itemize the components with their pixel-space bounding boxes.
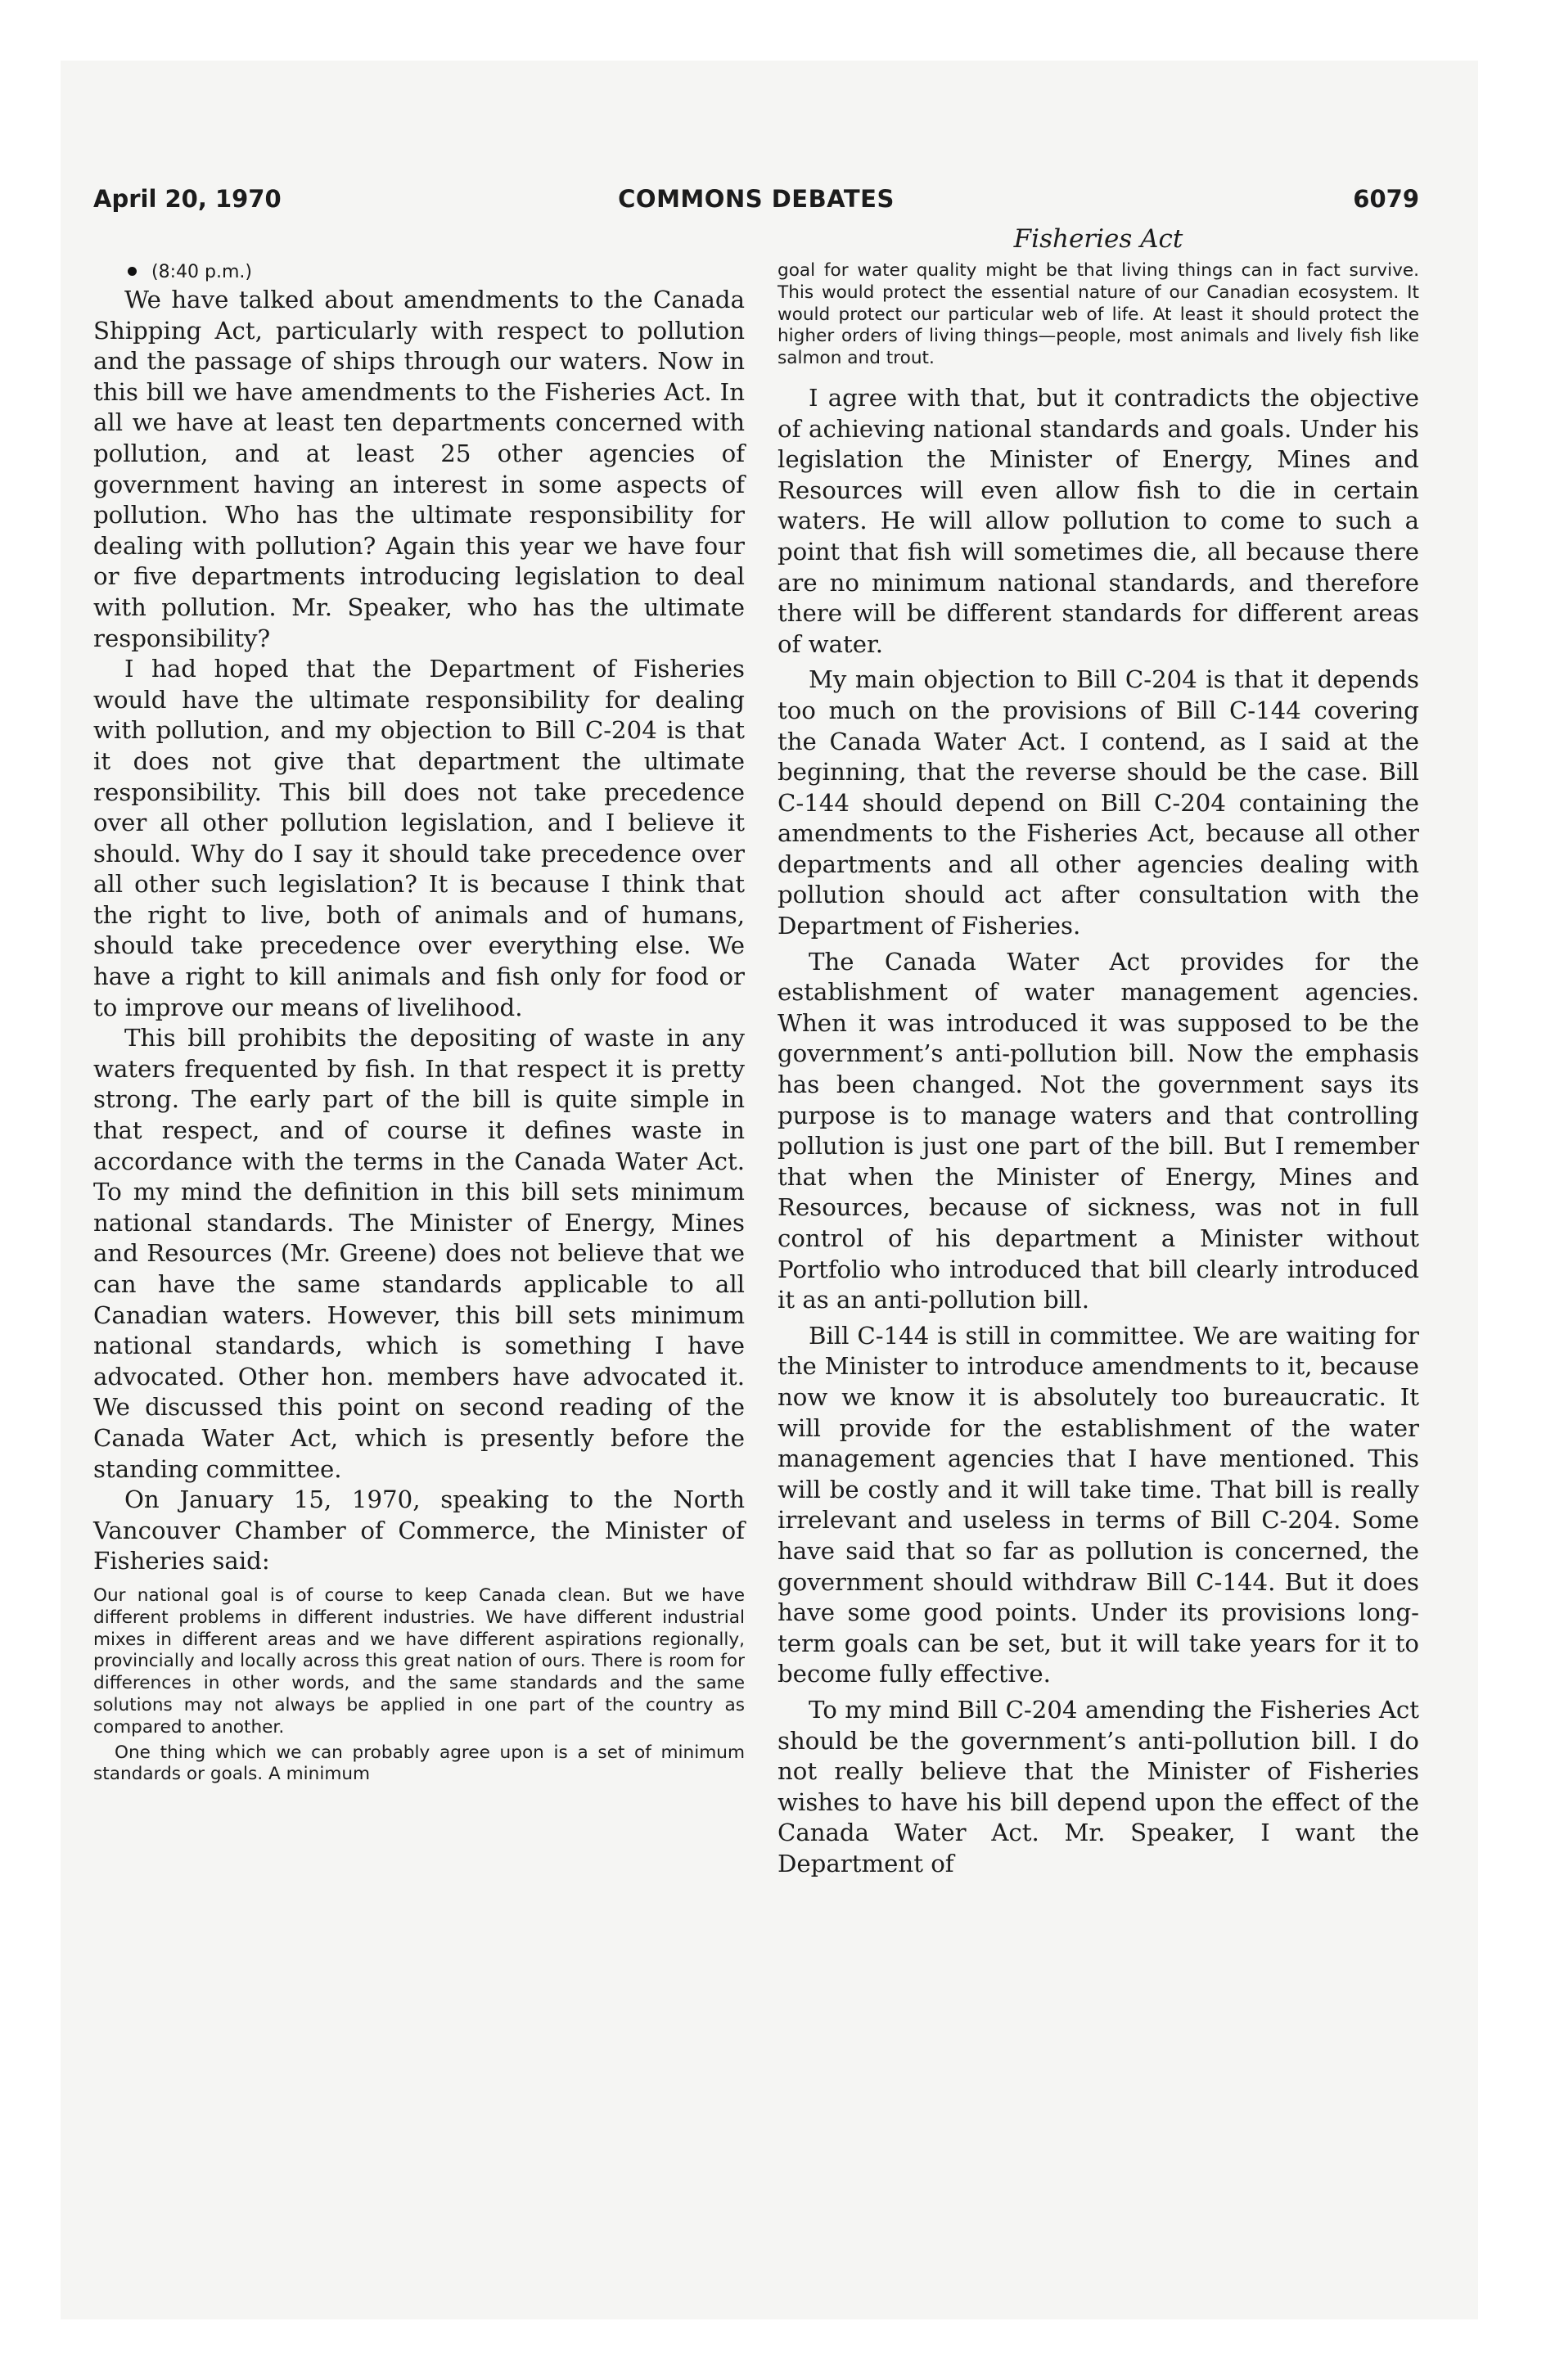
block-quote-continuation	[778, 260, 1419, 370]
header-date: April 20, 1970	[93, 185, 282, 213]
quote-paragraph: Our national goal is of course to keep Canada clean. But we have different problems in different industries. We have different industrial mixes in different areas and we have different aspirations regionally, provincially and locally across this great nation of ours. There is room for differences in other words, and the same standards and the same solutions may not always be applied in one part of the country as compared to another.	[93, 1584, 745, 1738]
block-quote	[93, 1585, 745, 1786]
paragraph: On January 15, 1970, speaking to the North Vancouver Chamber of Commerce, the Minister of Fisheries said:	[93, 1485, 745, 1575]
quote-paragraph: One thing which we can probably agree upon is a set of minimum standards or goals. A minimum	[93, 1742, 745, 1785]
paragraph: Bill C-144 is still in committee. We are waiting for the Minister to introduce amendments to it, because now we know it is absolutely too bureaucratic. It will provide for the establishment of the water management agencies that I have mentioned. This will be costly and it will take time. That bill is really irrelevant and useless in terms of Bill C-204. Some have said that so far as pollution is concerned, the government should withdraw Bill C-144. But it does have some good points. Under its provisions long-term goals can be set, but it will take years for it to become fully effective.	[778, 1321, 1419, 1688]
time-stamp	[93, 260, 745, 285]
page-header	[93, 185, 1419, 221]
paragraph: To my mind Bill C-204 amending the Fisheries Act should be the government’s anti-pollution bill. I do not really believe that the Minister of Fisheries wishes to have his bill depend upon the effect of the Canada Water Act. Mr. Speaker, I want the Department of	[778, 1695, 1419, 1877]
time-stamp-text: (8:40 p.m.)	[151, 262, 252, 282]
paragraph: My main objection to Bill C-204 is that it depends too much on the provisions of Bill C-144 covering the Canada Water Act. I contend, as I said at the beginning, that the reverse should be the case. Bill C-144 should depend on Bill C-204 containing the amendments to the Fisheries Act, because all other departments and all other agencies dealing with pollution should act after consultation with the Department of Fisheries.	[778, 665, 1419, 940]
page-number: 6079	[1353, 185, 1419, 213]
header-title: COMMONS DEBATES	[618, 185, 895, 213]
paragraph: I had hoped that the Department of Fisheries would have the ultimate responsibility for dealing with pollution, and my objection to Bill C-204 is that it does not give that department the ultimate responsibility. This bill does not take precedence over all other pollution legislation, and I believe it should. Why do I say it should take precedence over all other such legislation? It is because I think that the right to live, both of animals and of humans, should take precedence over everything else. We have a right to kill animals and fish only for food or to improve our means of livelihood.	[93, 655, 745, 1021]
paragraph: We have talked about amendments to the Canada Shipping Act, particularly with respect to pollution and the passage of ships through our waters. Now in this bill we have amendments to the Fisheries Act. In all we have at least ten departments concerned with pollution, and at least 25 other agencies of government having an interest in some aspects of pollution. Who has the ultimate responsibility for dealing with pollution? Again this year we have four or five departments introducing legislation to deal with pollution. Mr. Speaker, who has the ultimate responsibility?	[93, 286, 745, 652]
bullet-icon	[128, 267, 137, 276]
running-head: Fisheries Act	[1013, 224, 1183, 254]
paragraph: The Canada Water Act provides for the establishment of water management agencies. When it was introduced it was supposed to be the government’s anti-pollution bill. Now the emphasis has been changed. Not the government says its purpose is to manage waters and that controlling pollution is just one part of the bill. But I remember that when the Minister of Energy, Mines and Resources, because of sickness, was not in full control of his department a Minister without Portfolio who introduced that bill clearly introduced it as an anti-pollution bill.	[778, 947, 1419, 1314]
paragraph: This bill prohibits the depositing of waste in any waters frequented by fish. In that respect it is pretty strong. The early part of the bill is quite simple in that respect, and of course it defines waste in accordance with the terms in the Canada Water Act. To my mind the definition in this bill sets minimum national standards. The Minister of Energy, Mines and Resources (Mr. Greene) does not believe that we can have the same standards applicable to all Canadian waters. However, this bill sets minimum national standards, which is something I have advocated. Other hon. members have advocated it. We discussed this point on second reading of the Canada Water Act, which is presently before the standing committee.	[93, 1024, 745, 1483]
paragraph: I agree with that, but it contradicts the objective of achieving national standards and goals. Under his legislation the Minister of Energy, Mines and Resources will even allow fish to die in certain waters. He will allow pollution to come to such a point that fish will sometimes die, all because there are no minimum national standards, and therefore there will be different standards for different areas of water.	[778, 383, 1419, 658]
left-column	[93, 260, 745, 1786]
quote-paragraph: goal for water quality might be that living things can in fact survive. This would protect the essential nature of our Canadian ecosystem. It would protect our particular web of life. At least it should protect the higher orders of living things—people, most animals and lively fish like salmon and trout.	[778, 260, 1419, 369]
right-column	[778, 260, 1419, 1879]
